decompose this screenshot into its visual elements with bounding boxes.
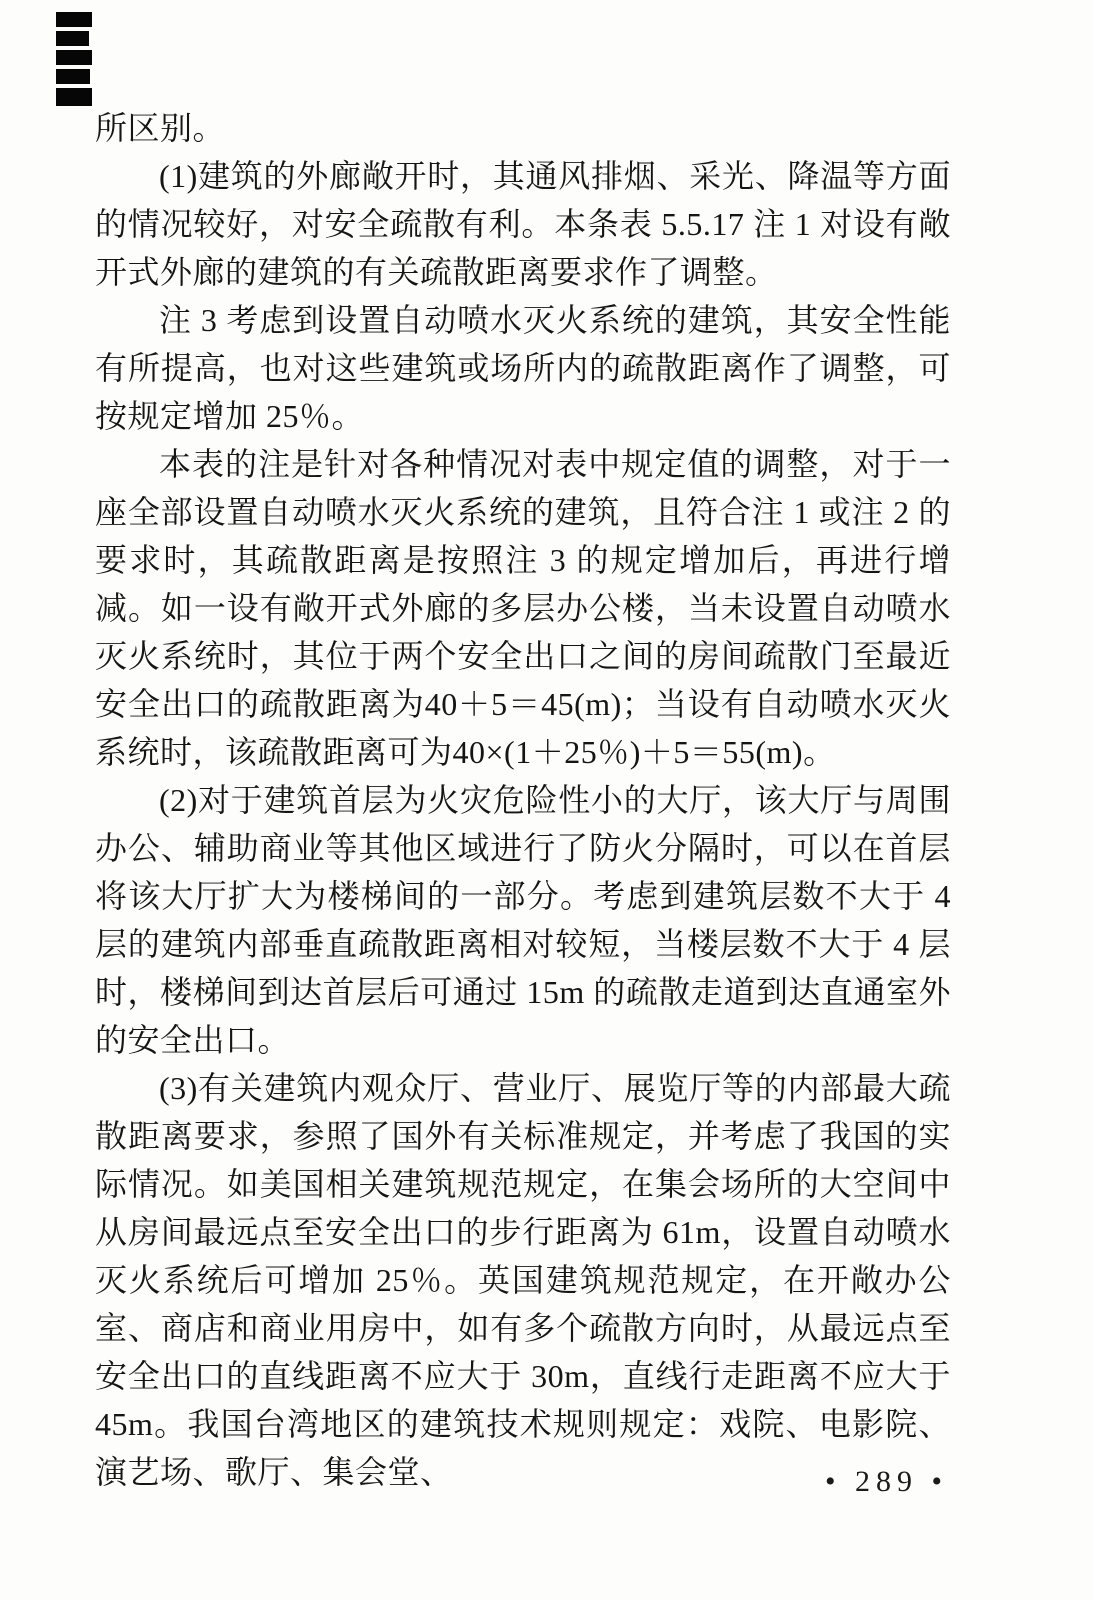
scan-artifact-blob [56,88,92,106]
body-paragraph-item-2: (2)对于建筑首层为火灾危险性小的大厅，该大厅与周围办公、辅助商业等其他区域进行了防火分隔时，可以在首层将该大厅扩大为楼梯间的一部分。考虑到建筑层数不大于 4 层的建筑内部垂直疏散距离相对较短，当楼层数不大于 4 层时，楼梯间到达首层后可通过 15m 的疏散走道到达直通室外的安全出口。 [95,782,951,1058]
scan-artifact-blob [56,69,90,84]
body-text-block [95,104,951,1496]
scan-artifact-marks [56,12,94,110]
body-paragraph-item-1: (1)建筑的外廊敞开时，其通风排烟、采光、降温等方面的情况较好，对安全疏散有利。本条表 5.5.17 注 1 对设有敞开式外廊的建筑的有关疏散距离要求作了调整。 [95,158,951,290]
page-number: • 289 • [824,1465,948,1498]
body-paragraph-table-notes: 本表的注是针对各种情况对表中规定值的调整，对于一座全部设置自动喷水灭火系统的建筑，且符合注 1 或注 2 的要求时，其疏散距离是按照注 3 的规定增加后，再进行增减。如一设有敞开式外廊的多层办公楼，当未设置自动喷水灭火系统时，其位于两个安全出口之间的房间疏散门至最近安全出口的疏散距离为40＋5＝45(m)；当设有自动喷水灭火系统时，该疏散距离可为40×(1＋25％)＋5＝55(m)。 [95,446,951,770]
body-paragraph-note-3: 注 3 考虑到设置自动喷水灭火系统的建筑，其安全性能有所提高，也对这些建筑或场所内的疏散距离作了调整，可按规定增加 25％。 [95,302,951,434]
body-paragraph-item-3: (3)有关建筑内观众厅、营业厅、展览厅等的内部最大疏散距离要求，参照了国外有关标准规定，并考虑了我国的实际情况。如美国相关建筑规范规定，在集会场所的大空间中从房间最远点至安全出口的步行距离为 61m，设置自动喷水灭火系统后可增加 25％。英国建筑规范规定，在开敞办公室、商店和商业用房中，如有多个疏散方向时，从最远点至安全出口的直线距离不应大于 30m，直线行走距离不应大于 45m。我国台湾地区的建筑技术规则规定：戏院、电影院、演艺场、歌厅、集会堂、 [95,1070,951,1490]
scan-artifact-blob [56,12,92,27]
scan-artifact-blob [56,50,92,65]
body-paragraph-continuation: 所区别。 [95,110,226,146]
scan-artifact-blob [56,31,89,46]
